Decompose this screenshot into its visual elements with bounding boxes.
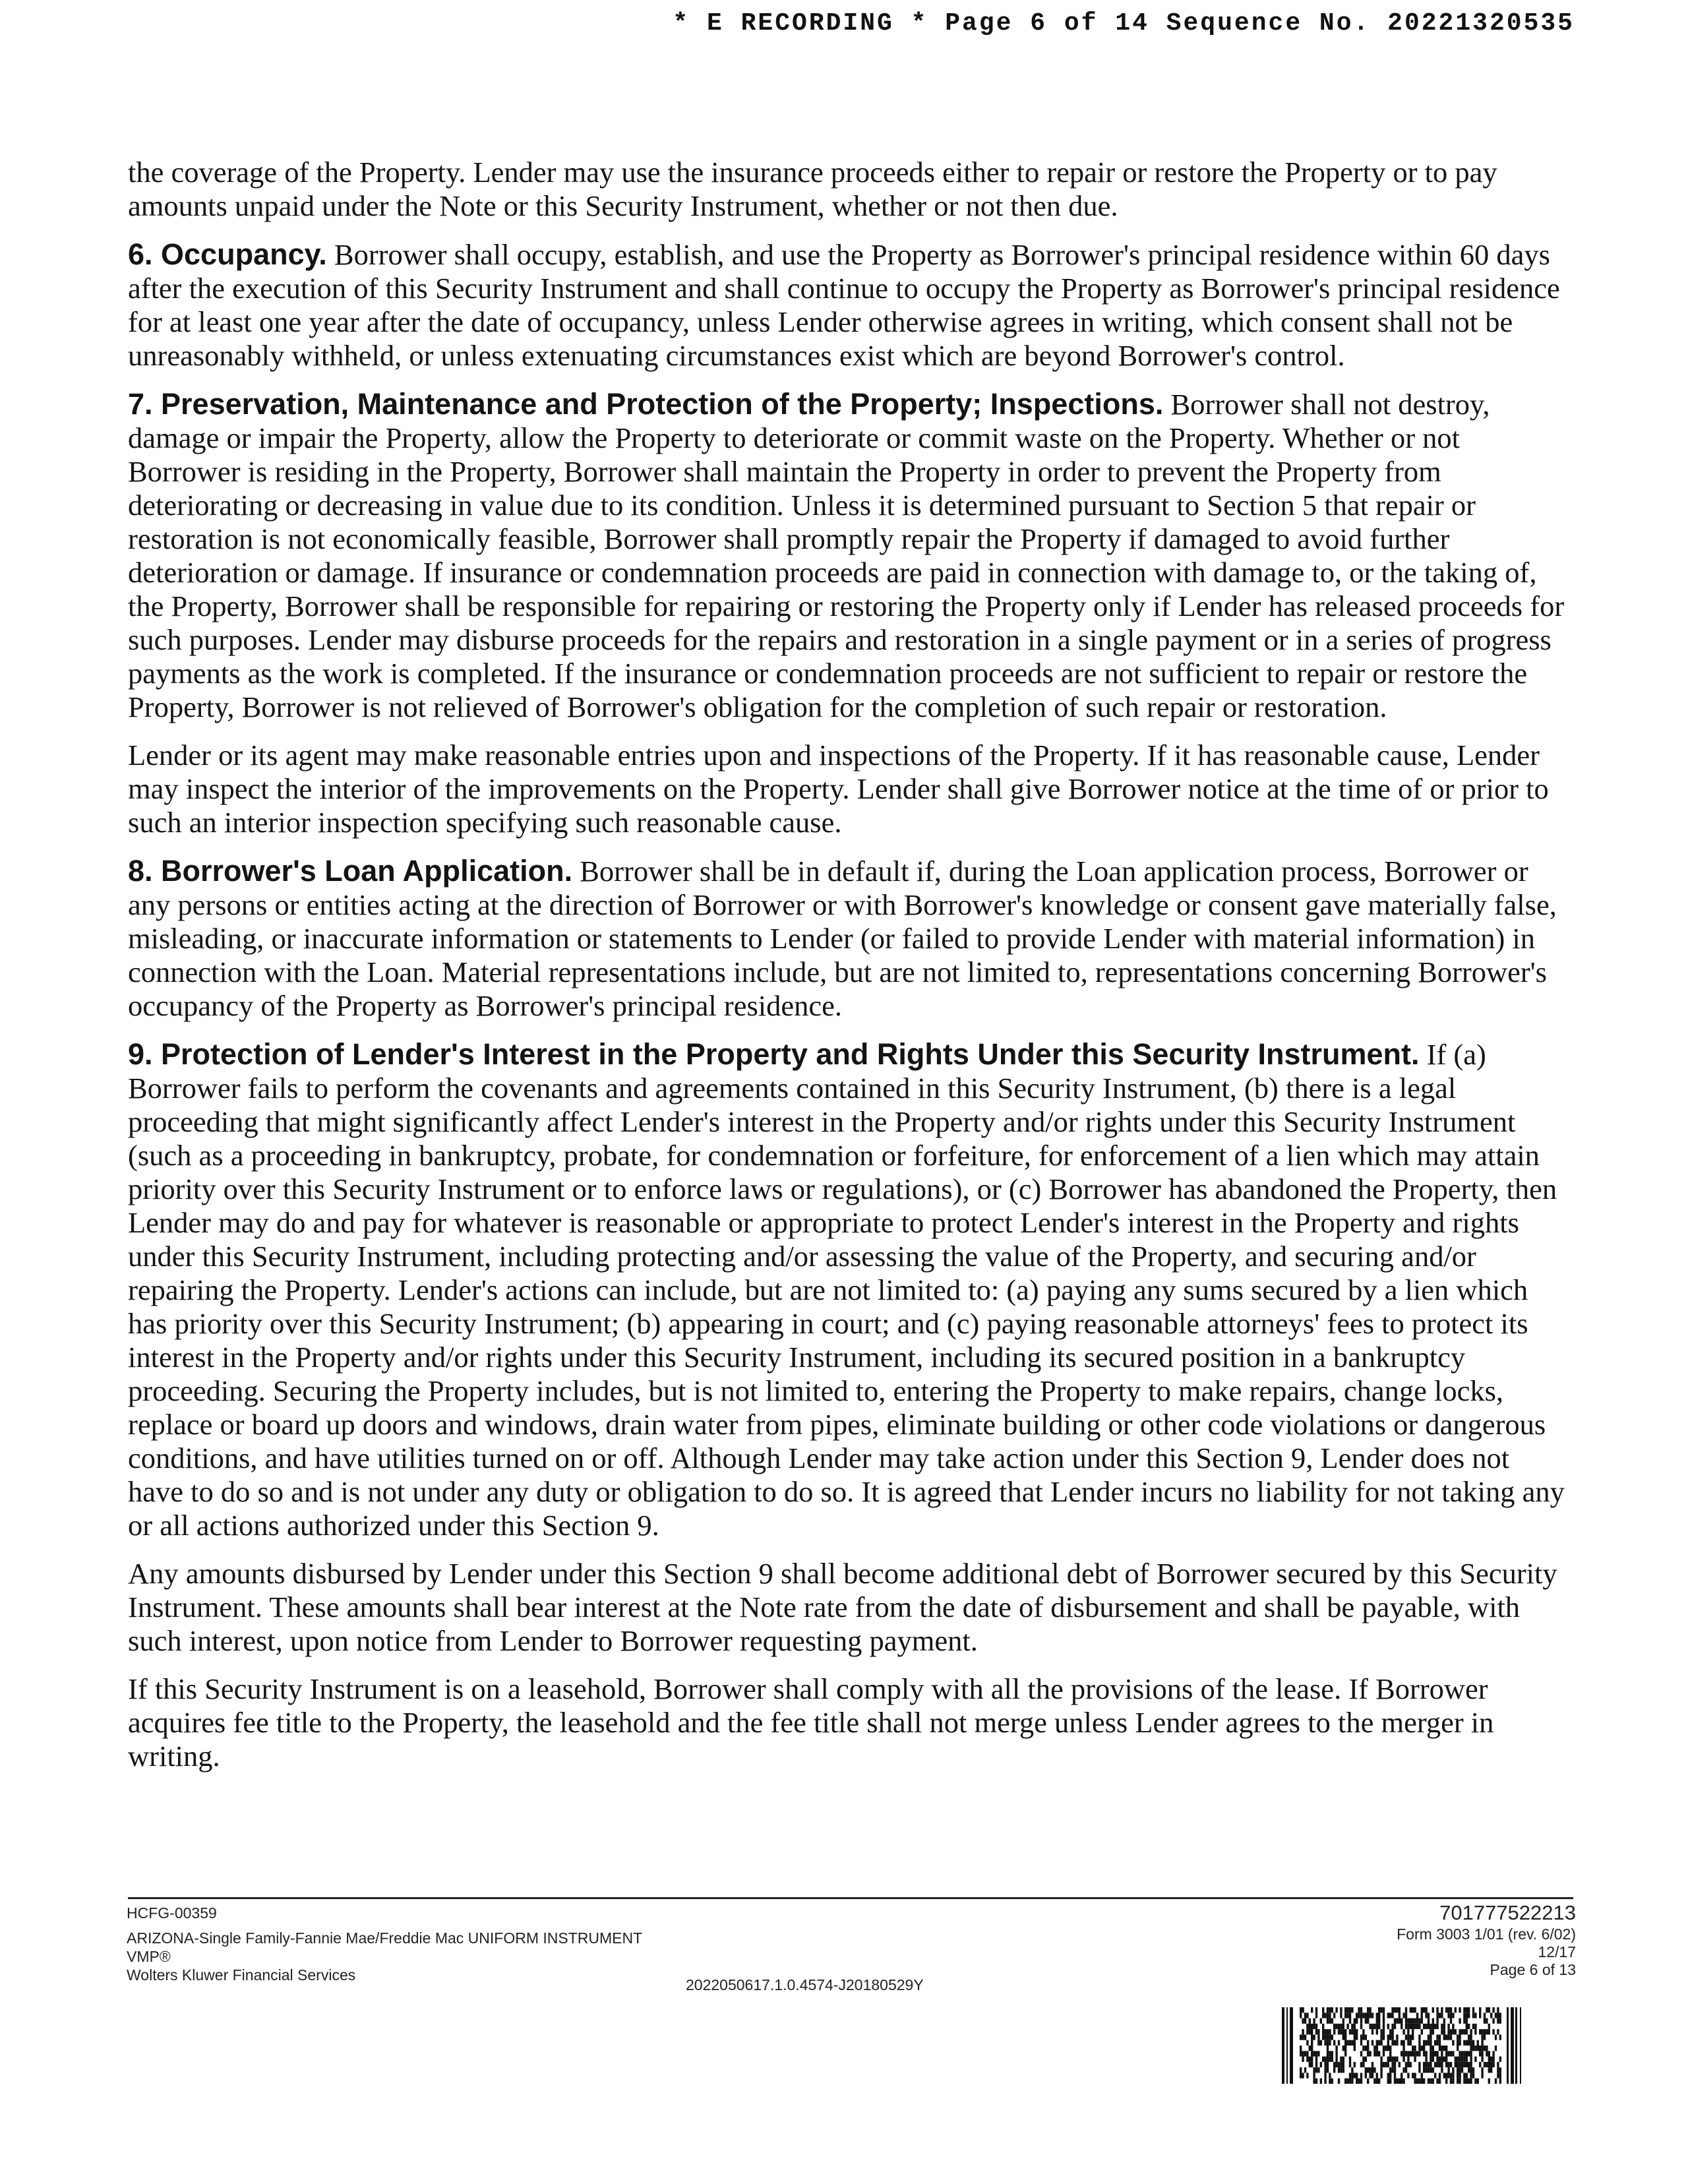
page-number: Page 6 of 13 xyxy=(1490,1961,1576,1978)
revision-date: 12/17 xyxy=(1538,1943,1576,1960)
footer-left xyxy=(127,1904,918,1984)
section-7-inspections-paragraph xyxy=(128,739,1572,839)
footer-right xyxy=(1397,1900,1576,1979)
paragraph-text: Borrower shall be in default if, during the Loan application process, Borrower or any persons or entities acting at the direction of Borrower or with Borrower's knowledge or consent gave materially false, misleading, or inaccurate information or statements to Lender (or failed to provide Lender with material information) in connection with the Loan. Material representations include, but are not limited to, representations concerning Borrower's occupancy of the Property as Borrower's principal residence. xyxy=(128,855,1557,1022)
section-6-occupancy xyxy=(128,237,1572,373)
paragraph-continuation xyxy=(128,156,1572,223)
form-code: HCFG-00359 xyxy=(127,1904,217,1922)
instrument-name: ARIZONA-Single Family-Fannie Mae/Freddie Mac UNIFORM INSTRUMENT xyxy=(127,1929,643,1947)
paragraph-text: Lender or its agent may make reasonable entries upon and inspections of the Property. If it has reasonable cause, Lender may inspect the interior of the improvements on the Property. Lender shall give Borrower notice at the time of or prior to such an interior inspection specifying such reasonable cause. xyxy=(128,739,1549,839)
paragraph-text: the coverage of the Property. Lender may use the insurance proceeds either to repair or restore the Property or to pay amounts unpaid under the Note or this Security Instrument, whether or not then due. xyxy=(128,156,1497,222)
barcode-icon xyxy=(1282,2007,1572,2084)
paragraph-text: Any amounts disbursed by Lender under this Section 9 shall become additional debt of Borrower secured by this Security Instrument. These amounts shall bear interest at the Note rate from the date of disbursement and shall be payable, with such interest, upon notice from Lender to Borrower requesting payment. xyxy=(128,1557,1557,1657)
section-title: 6. Occupancy. xyxy=(128,237,327,271)
paragraph-text: If this Security Instrument is on a leasehold, Borrower shall comply with all the provisions of the lease. If Borrower acquires fee title to the Property, the leasehold and the fee title shall not merge unless Lender agrees to the merger in writing. xyxy=(128,1672,1494,1773)
section-9-leasehold xyxy=(128,1672,1572,1773)
recording-stamp: * E RECORDING * Page 6 of 14 Sequence No. 20221320535 xyxy=(673,9,1575,38)
section-title: 9. Protection of Lender's Interest in the Property and Rights Under this Security Instrument. xyxy=(128,1037,1420,1071)
paragraph-text: Borrower shall not destroy, damage or impair the Property, allow the Property to deteriorate or commit waste on the Property. Whether or not Borrower is residing in the Property, Borrower shall maintain the Property in order to prevent the Property from deteriorating or decreasing in value due to its condition. Unless it is determined pursuant to Section 5 that repair or restoration is not economically feasible, Borrower shall promptly repair the Property if damaged to avoid further deterioration or damage. If insurance or condemnation proceeds are paid in connection with damage to, or the taking of, the Property, Borrower shall be responsible for repairing or restoring the Property only if Lender has released proceeds for such purposes. Lender may disburse proceeds for the repairs and restoration in a single payment or in a series of progress payments as the work is completed. If the insurance or condemnation proceeds are not sufficient to repair or restore the Property, Borrower is not relieved of Borrower's obligation for the completion of such repair or restoration. xyxy=(128,388,1565,723)
document-body xyxy=(128,156,1572,1788)
section-8-loan-application xyxy=(128,854,1572,1023)
footer-divider xyxy=(128,1897,1573,1899)
vmp-mark: VMP® xyxy=(127,1948,171,1965)
paragraph-text: If (a) Borrower fails to perform the covenants and agreements contained in this Security Instrument, (b) there is a legal proceeding that might significantly affect Lender's interest in the Property and/or rights under this Security Instrument (such as a proceeding in bankruptcy, probate, for condemnation or forfeiture, for enforcement of a lien which may attain priority over this Security Instrument or to enforce laws or regulations), or (c) Borrower has abandoned the Property, then Lender may do and pay for whatever is reasonable or appropriate to protect Lender's interest in the Property and rights under this Security Instrument, including protecting and/or assessing the value of the Property, and securing and/or repairing the Property. Lender's actions can include, but are not limited to: (a) paying any sums secured by a lien which has priority over this Security Instrument; (b) appearing in court; and (c) paying reasonable attorneys' fees to protect its interest in the Property and/or rights under this Security Instrument, including its secured position in a bankruptcy proceeding. Securing the Property includes, but is not limited to, entering the Property to make repairs, change locks, replace or board up doors and windows, drain water from pipes, eliminate building or other code violations or dangerous conditions, and have utilities turned on or off. Although Lender may take action under this Section 9, Lender does not have to do so and is not under any duty or obligation to do so. It is agreed that Lender incurs no liability for not taking any or all actions authorized under this Section 9. xyxy=(128,1038,1565,1542)
section-9-protection xyxy=(128,1037,1572,1542)
publisher: Wolters Kluwer Financial Services xyxy=(127,1966,356,1984)
section-title: 7. Preservation, Maintenance and Protection of the Property; Inspections. xyxy=(128,387,1164,421)
document-id: 2022050617.1.0.4574-J20180529Y xyxy=(686,1976,924,1993)
loan-number: 701777522213 xyxy=(1439,1901,1576,1924)
section-9-disbursed-amounts xyxy=(128,1557,1572,1658)
paragraph-text: Borrower shall occupy, establish, and use the Property as Borrower's principal residence within 60 days after the execution of this Security Instrument and shall continue to occupy the Property as Borrower's principal residence for at least one year after the date of occupancy, unless Lender otherwise agrees in writing, which consent shall not be unreasonably withheld, or unless extenuating circumstances exist which are beyond Borrower's control. xyxy=(128,238,1560,372)
section-7-preservation xyxy=(128,387,1572,724)
form-number: Form 3003 1/01 (rev. 6/02) xyxy=(1397,1926,1576,1943)
section-title: 8. Borrower's Loan Application. xyxy=(128,854,573,888)
